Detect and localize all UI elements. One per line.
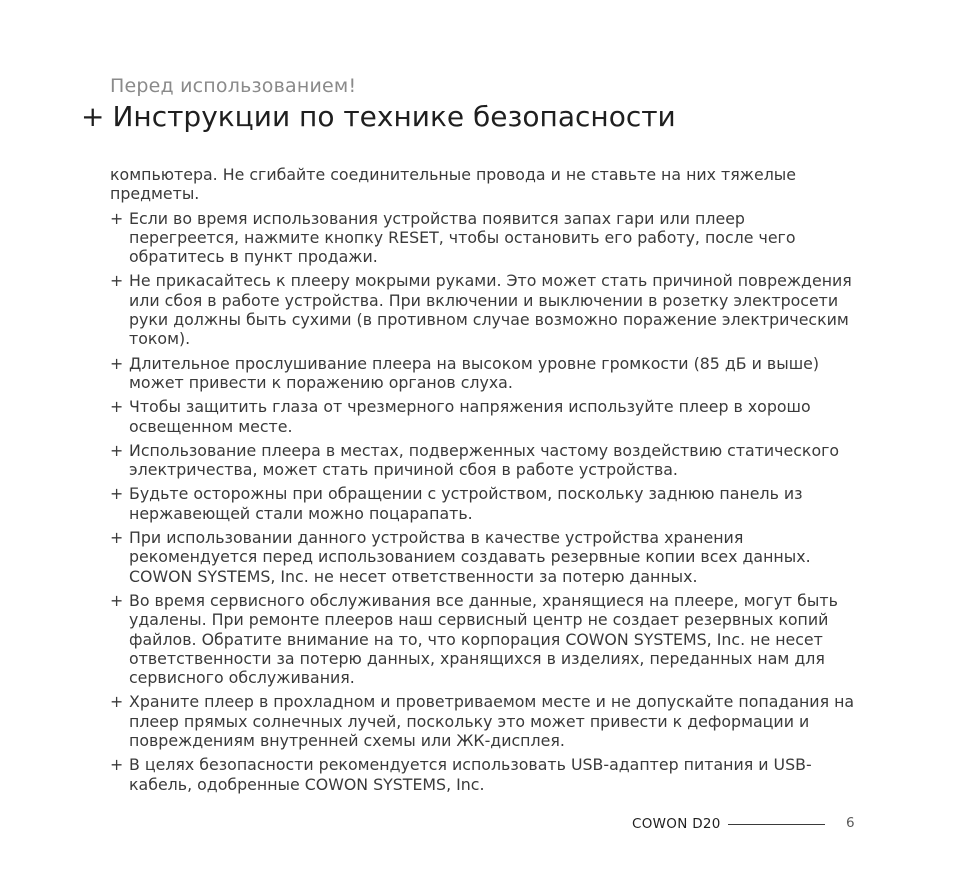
list-item-text: Если во время использования устройства появится запах гари или плеер перегреется, нажмите кнопку RESET, чтобы остановить его работу, после чего обратитесь в пункт продажи. — [129, 208, 796, 267]
lead-paragraph: компьютера. Не сгибайте соединительные провода и не ставьте на них тяжелые предметы. — [110, 165, 796, 204]
list-item-text: Длительное прослушивание плеера на высоком уровне громкости (85 дБ и выше) может привести к поражению органов слуха. — [129, 353, 820, 392]
document-body — [110, 165, 858, 799]
list-item — [110, 692, 858, 750]
bullet-plus: + — [110, 484, 124, 504]
bullet-plus: + — [110, 692, 124, 712]
list-item-text: Во время сервисного обслуживания все данные, хранящиеся на плеере, могут быть удалены. При ремонте плееров наш сервисный центр не создает резервных копий файлов. Обратите внимание на то, что корпорация COWON SYSTEMS, Inc. не несет ответственности за потерю данных, хранящихся в изделиях, переданных нам для сервисного обслуживания. — [129, 590, 838, 688]
page-title-text: Инструкции по технике безопасности — [112, 100, 676, 133]
list-item — [110, 354, 858, 393]
list-item — [110, 755, 858, 794]
list-item-text: Использование плеера в местах, подверженных частому воздействию статического электричества, может стать причиной сбоя в работе устройства. — [129, 440, 840, 480]
list-item-text: Храните плеер в прохладном и проветриваемом месте и не допускайте попадания на плеер прямых солнечных лучей, поскольку это может привести к деформации и повреждениям внутренней схемы или ЖК-дисплея. — [129, 692, 855, 751]
bullet-plus: + — [110, 440, 124, 460]
list-item — [110, 484, 858, 523]
list-item-text: Будьте осторожны при обращении с устройством, поскольку заднюю панель из нержавеющей стали можно поцарапать. — [129, 484, 803, 523]
list-item-text: Не прикасайтесь к плееру мокрыми руками. Это может стать причиной повреждения или сбоя в работе устройства. При включении и выключении в розетку электросети руки должны быть сухими (в противном случае возможно поражение электрическим током). — [129, 271, 852, 349]
bullet-plus: + — [110, 397, 124, 417]
page-number: 6 — [846, 815, 855, 831]
page-subtitle: Перед использованием! — [110, 75, 357, 97]
page-title — [81, 100, 676, 133]
list-item — [110, 441, 858, 480]
list-item — [110, 397, 858, 436]
page-footer — [0, 814, 954, 834]
bullet-plus: + — [110, 590, 124, 610]
bullet-plus: + — [110, 353, 124, 373]
safety-instructions-list — [110, 209, 858, 794]
bullet-plus: + — [110, 208, 124, 228]
list-item — [110, 591, 858, 687]
bullet-plus: + — [110, 271, 124, 291]
list-item — [110, 528, 858, 586]
list-item — [110, 271, 858, 348]
list-item-text: При использовании данного устройства в качестве устройства хранения рекомендуется перед использованием создавать резервные копии всех данных. COWON SYSTEMS, Inc. не несет ответственности за потерю данных. — [129, 528, 811, 586]
bullet-plus: + — [110, 755, 124, 775]
footer-divider-line — [728, 824, 825, 825]
list-item-text: В целях безопасности рекомендуется использовать USB-адаптер питания и USB-кабель, одобренные COWON SYSTEMS, Inc. — [129, 755, 812, 794]
list-item — [110, 209, 858, 267]
bullet-plus: + — [110, 528, 124, 548]
footer-brand: COWON D20 — [632, 816, 721, 832]
list-item-text: Чтобы защитить глаза от чрезмерного напряжения используйте плеер в хорошо освещенном месте. — [129, 397, 811, 436]
title-plus-marker: + — [81, 100, 105, 133]
